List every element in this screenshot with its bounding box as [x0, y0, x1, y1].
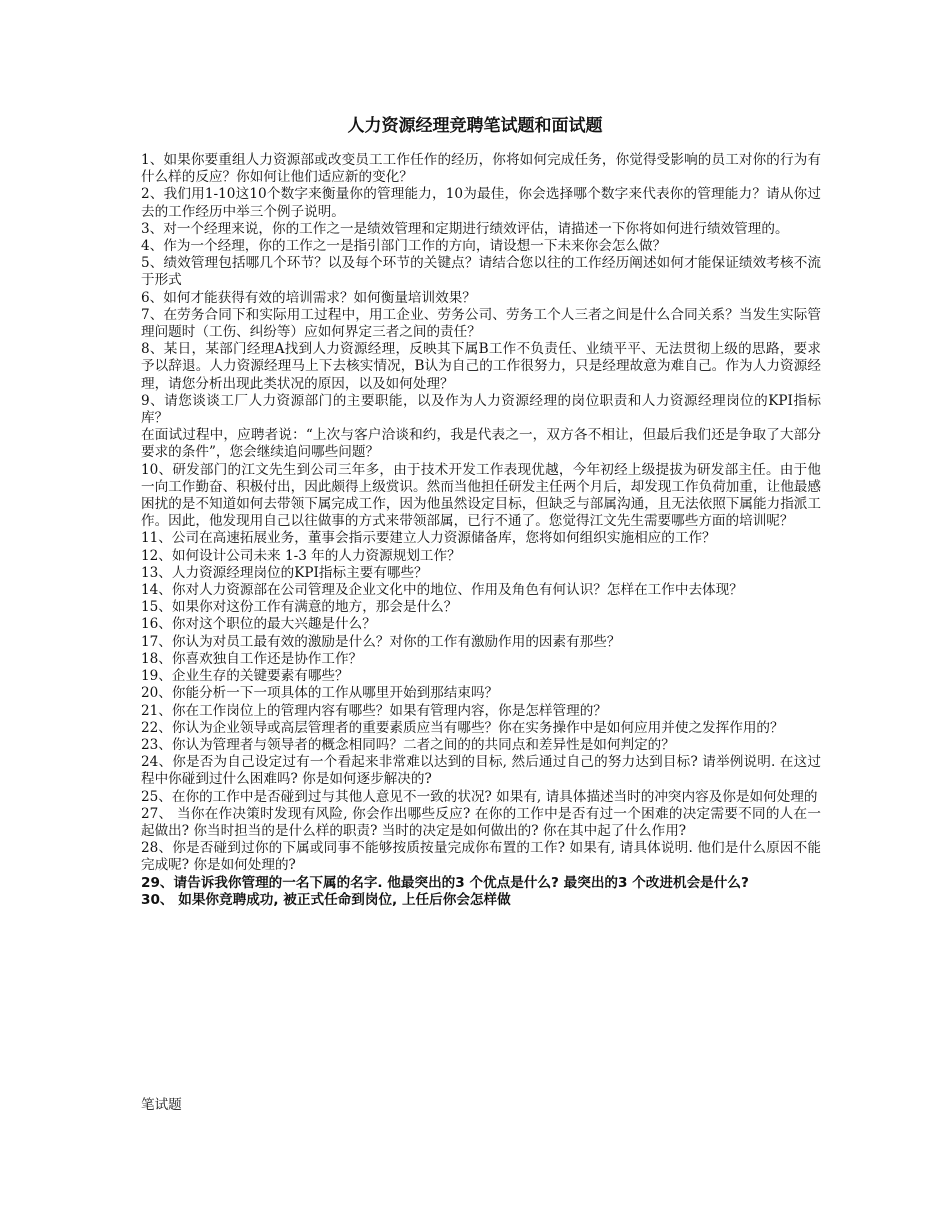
question-item: 14、你对人力资源部在公司管理及企业文化中的地位、作用及角色有何认识？怎样在工作中去体现？	[141, 582, 743, 599]
question-item: 23、你认为管理者与领导者的概念相同吗？二者之间的的共同点和差异性是如何判定的？	[141, 736, 675, 753]
question-list	[141, 152, 821, 909]
question-item: 4、作为一个经理，你的工作之一是指引部门工作的方向，请设想一下未来你会怎么做？	[141, 238, 667, 255]
question-item: 在面试过程中，应聘者说：“上次与客户洽谈和约，我是代表之一，双方各不相让，但最后我们还是争取了大部分要求的条件”，您会继续追问哪些问题？	[141, 427, 821, 461]
question-item: 6、如何才能获得有效的培训需求？如何衡量培训效果？	[141, 289, 476, 306]
question-item: 5、绩效管理包括哪几个环节？以及每个环节的关键点？请结合您以往的工作经历阐述如何才能保证绩效考核不流于形式	[141, 255, 821, 289]
question-item: 13、人力资源经理岗位的KPI指标主要有哪些？	[141, 564, 428, 581]
question-item: 7、在劳务合同下和实际用工过程中，用工企业、劳务公司、劳务工个人三者之间是什么合同关系？当发生实际管理问题时（工伤、纠纷等）应如何界定三者之间的责任？	[141, 306, 821, 341]
question-item: 2、我们用1-10这10个数字来衡量你的管理能力，10为最佳，你会选择哪个数字来代表你的管理能力？请从你过去的工作经历中举三个例子说明。	[141, 186, 821, 220]
question-item: 11、公司在高速拓展业务，董事会指示要建立人力资源储备库，您将如何组织实施相应的工作？	[141, 530, 716, 547]
question-item: 22、你认为企业领导或高层管理者的重要素质应当有哪些？你在实务操作中是如何应用并使之发挥作用的？	[141, 719, 784, 736]
document-title: 人力资源经理竞聘笔试题和面试题	[347, 116, 603, 136]
question-item: 18、你喜欢独自工作还是协作工作？	[141, 650, 363, 667]
question-item: 24、你是否为自己设定过有一个看起来非常难以达到的目标, 然后通过自己的努力达到目标? 请举例说明. 在这过程中你碰到过什么困难吗? 你是如何逐步解决的?	[141, 754, 821, 788]
question-item-bold: 30、 如果你竞聘成功, 被正式任命到岗位, 上任后你会怎样做	[141, 891, 511, 908]
question-item: 17、你认为对员工最有效的激励是什么？对你的工作有激励作用的因素有那些？	[141, 633, 621, 650]
question-item: 1、如果你要重组人力资源部或改变员工工作任作的经历，你将如何完成任务，你觉得受影响的员工对你的行为有什么样的反应？你如何让他们适应新的变化？	[141, 152, 821, 186]
question-item: 12、如何设计公司未来 1-3 年的人力资源规划工作？	[141, 547, 461, 564]
section-label-written-test: 笔试题	[141, 1097, 182, 1113]
question-item: 16、你对这个职位的最大兴趣是什么？	[141, 616, 376, 633]
question-item: 15、如果你对这份工作有满意的地方，那会是什么？	[141, 599, 458, 616]
question-item: 10、研发部门的江文先生到公司三年多，由于技术开发工作表现优越，今年初经上级提拔为研发部主任。由于他一向工作勤奋、积极付出，因此颇得上级赏识。然而当他担任研发主任两个月后，却发现工作负荷加重，让他最感困扰的是不知道如何去带领下属完成工作，因为他虽然设定目标，但缺乏与部属沟通，且无法依照下属能力指派工作。因此，他发现用自己以往做事的方式来带领部属，已行不通了。您觉得江文先生需要哪些方面的培训呢？	[141, 461, 821, 530]
question-item: 21、你在工作岗位上的管理内容有哪些？如果有管理内容，你是怎样管理的？	[141, 702, 607, 719]
question-item-bold: 29、请告诉我你管理的一名下属的名字. 他最突出的3 个优点是什么? 最突出的3 个改进机会是什么?	[141, 874, 749, 891]
question-item: 20、你能分析一下一项具体的工作从哪里开始到那结束吗？	[141, 685, 499, 702]
question-item: 25、在你的工作中是否碰到过与其他人意见不一致的状况? 如果有, 请具体描述当时的冲突内容及你是如何处理的	[141, 788, 818, 805]
question-item: 28、你是否碰到过你的下属或同事不能够按质按量完成你布置的工作? 如果有, 请具体说明. 他们是什么原因不能完成呢? 你是如何处理的?	[141, 840, 821, 874]
question-item: 9、请您谈谈工厂人力资源部门的主要职能，以及作为人力资源经理的岗位职责和人力资源经理岗位的KPI指标库？	[141, 392, 821, 427]
question-item: 27、 当你在作决策时发现有风险, 你会作出哪些反应? 在你的工作中是否有过一个困难的决定需要不同的人在一起做出? 你当时担当的是什么样的职责? 当时的决定是如何做出的? 你在其中起了什么作用?	[141, 805, 821, 839]
question-item: 19、企业生存的关键要素有哪些？	[141, 668, 349, 685]
question-item: 3、对一个经理来说，你的工作之一是绩效管理和定期进行绩效评估，请描述一下你将如何进行绩效管理的。	[141, 220, 789, 237]
question-item: 8、某日，某部门经理A找到人力资源经理，反映其下属B工作不负责任、业绩平平、无法贯彻上级的思路，要求予以辞退。人力资源经理马上下去核实情况，B认为自己的工作很努力，只是经理故意为难自己。作为人力资源经理，请您分析出现此类状况的原因，以及如何处理？	[141, 341, 821, 392]
